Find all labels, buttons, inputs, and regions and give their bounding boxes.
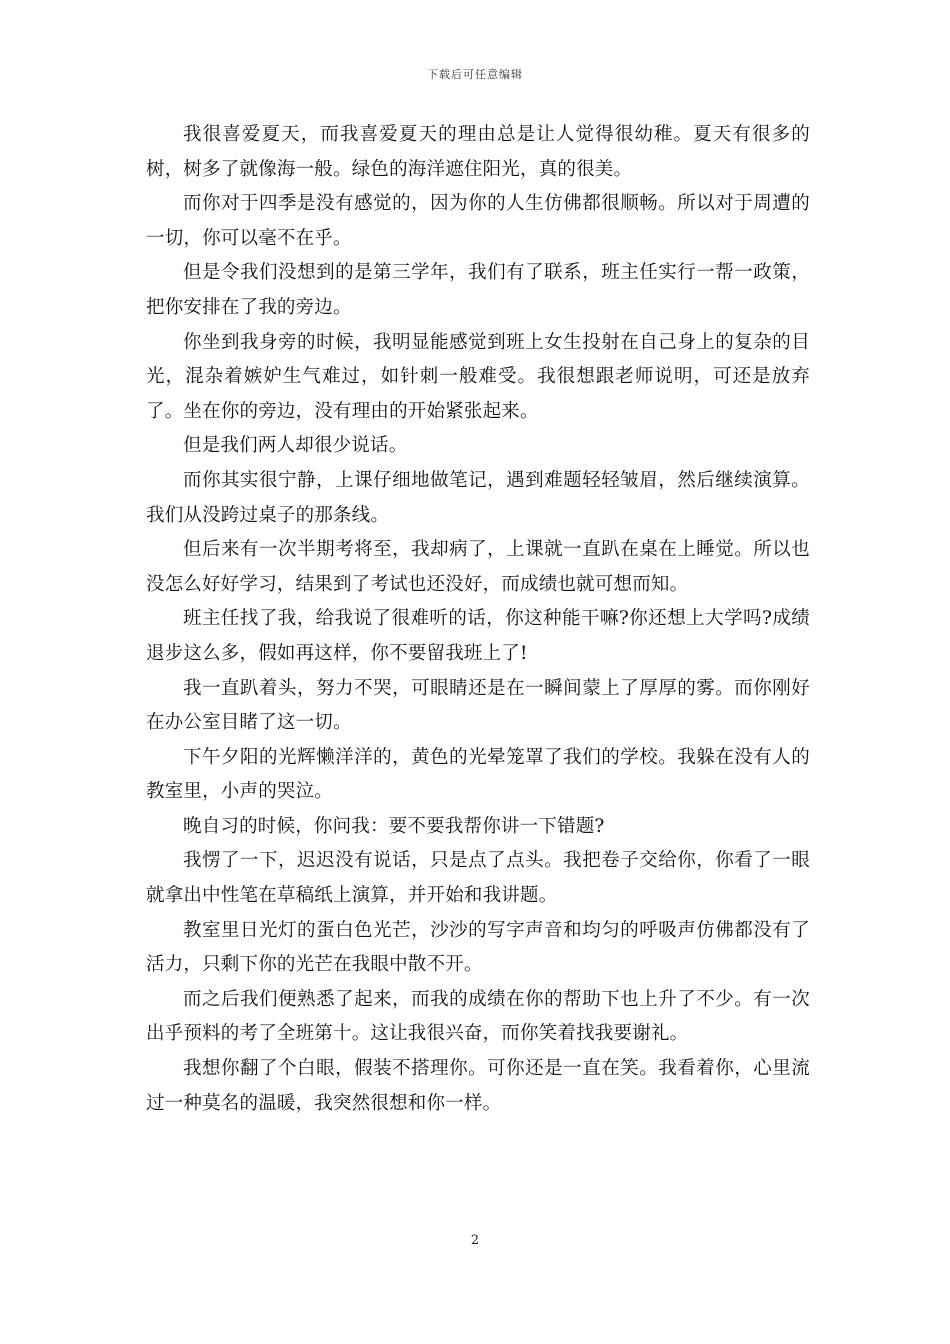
paragraph: 晚自习的时候，你问我：要不要我帮你讲一下错题? [183, 815, 605, 837]
document-body [146, 118, 810, 1121]
paragraph: 我想你翻了个白眼，假装不搭理你。可你还是一直在笑。我看着你，心里流过一种莫名的温暖，我突然很想和你一样。 [146, 1058, 810, 1114]
paragraph: 但后来有一次半期考将至，我却病了，上课就一直趴在桌在上睡觉。所以也没怎么好好学习，结果到了考试也还没好，而成绩也就可想而知。 [146, 539, 810, 595]
paragraph: 我很喜爱夏天，而我喜爱夏天的理由总是让人觉得很幼稚。夏天有很多的树，树多了就像海一般。绿色的海洋遮住阳光，真的很美。 [146, 124, 810, 180]
paragraph: 而你对于四季是没有感觉的，因为你的人生仿佛都很顺畅。所以对于周遭的一切，你可以毫不在乎。 [146, 193, 810, 249]
paragraph: 下午夕阳的光辉懒洋洋的，黄色的光晕笼罩了我们的学校。我躲在没有人的教室里，小声的哭泣。 [146, 746, 810, 803]
paragraph: 而之后我们便熟悉了起来，而我的成绩在你的帮助下也上升了不少。有一次出乎预料的考了全班第十。这让我很兴奋，而你笑着找我要谢礼。 [146, 988, 810, 1045]
paragraph: 但是我们两人却很少说话。 [183, 435, 408, 457]
page-number: 2 [470, 1233, 480, 1248]
paragraph: 班主任找了我，给我说了很难听的话，你这种能干嘛?你还想上大学吗?成绩退步这么多，假如再这样，你不要留我班上了! [146, 608, 810, 664]
paragraph: 而你其实很宁静，上课仔细地做笔记，遇到难题轻轻皱眉，然后继续演算。我们从没跨过桌子的那条线。 [146, 469, 810, 526]
paragraph: 但是令我们没想到的是第三学年，我们有了联系，班主任实行一帮一政策，把你安排在了我的旁边。 [146, 262, 810, 318]
paragraph: 我一直趴着头，努力不哭，可眼睛还是在一瞬间蒙上了厚厚的雾。而你刚好在办公室目睹了这一切。 [146, 677, 810, 734]
paragraph: 我愣了一下，迟迟没有说话，只是点了点头。我把卷子交给你，你看了一眼就拿出中性笔在草稿纸上演算，并开始和我讲题。 [146, 850, 810, 907]
paragraph: 你坐到我身旁的时候，我明显能感觉到班上女生投射在自己身上的复杂的目光，混杂着嫉妒生气难过，如针刺一般难受。我很想跟老师说明，可还是放弃了。坐在你的旁边，没有理由的开始紧张起来。 [146, 331, 810, 422]
page-header: 下载后可任意编辑 [427, 68, 523, 81]
paragraph: 教室里日光灯的蛋白色光芒，沙沙的写字声音和均匀的呼吸声仿佛都没有了活力，只剩下你的光芒在我眼中散不开。 [146, 919, 810, 976]
